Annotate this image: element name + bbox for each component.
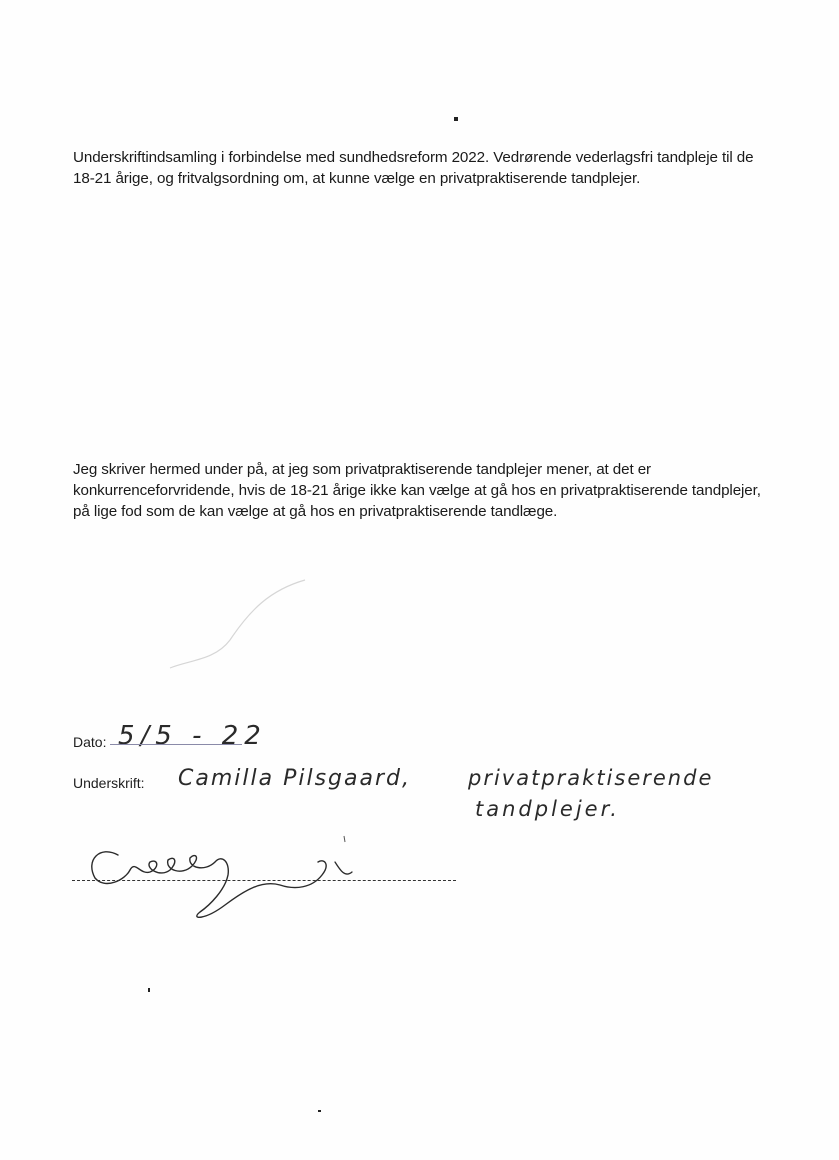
signer-name-handwritten: Camilla Pilsgaard, [178, 766, 411, 791]
signer-title-line1-handwritten: privatpraktiserende [468, 766, 714, 790]
signature-label: Underskrift: [73, 775, 145, 791]
signature-line [72, 880, 456, 881]
intro-paragraph: Underskriftindsamling i forbindelse med sundhedsreform 2022. Vedrørende vederlagsfri tandpleje til de 18-21 årige, og fritvalgsordning om, at kunne vælge en privatpraktiserende tandplejer. [73, 149, 754, 187]
signer-title-line2-handwritten: tandplejer. [475, 797, 620, 821]
statement-paragraph: Jeg skriver hermed under på, at jeg som privatpraktiserende tandplejer mener, at det er konkurrenceforvridende, hvis de 18-21 årige ikke kan vælge at gå hos en privatpraktiserende tandplejer, på lige fod som de kan vælge at gå hos en privatpraktiserende tandlæge. [73, 461, 761, 520]
date-label: Dato: [73, 734, 107, 750]
date-value-handwritten: 5/5 - 22 [118, 721, 267, 751]
